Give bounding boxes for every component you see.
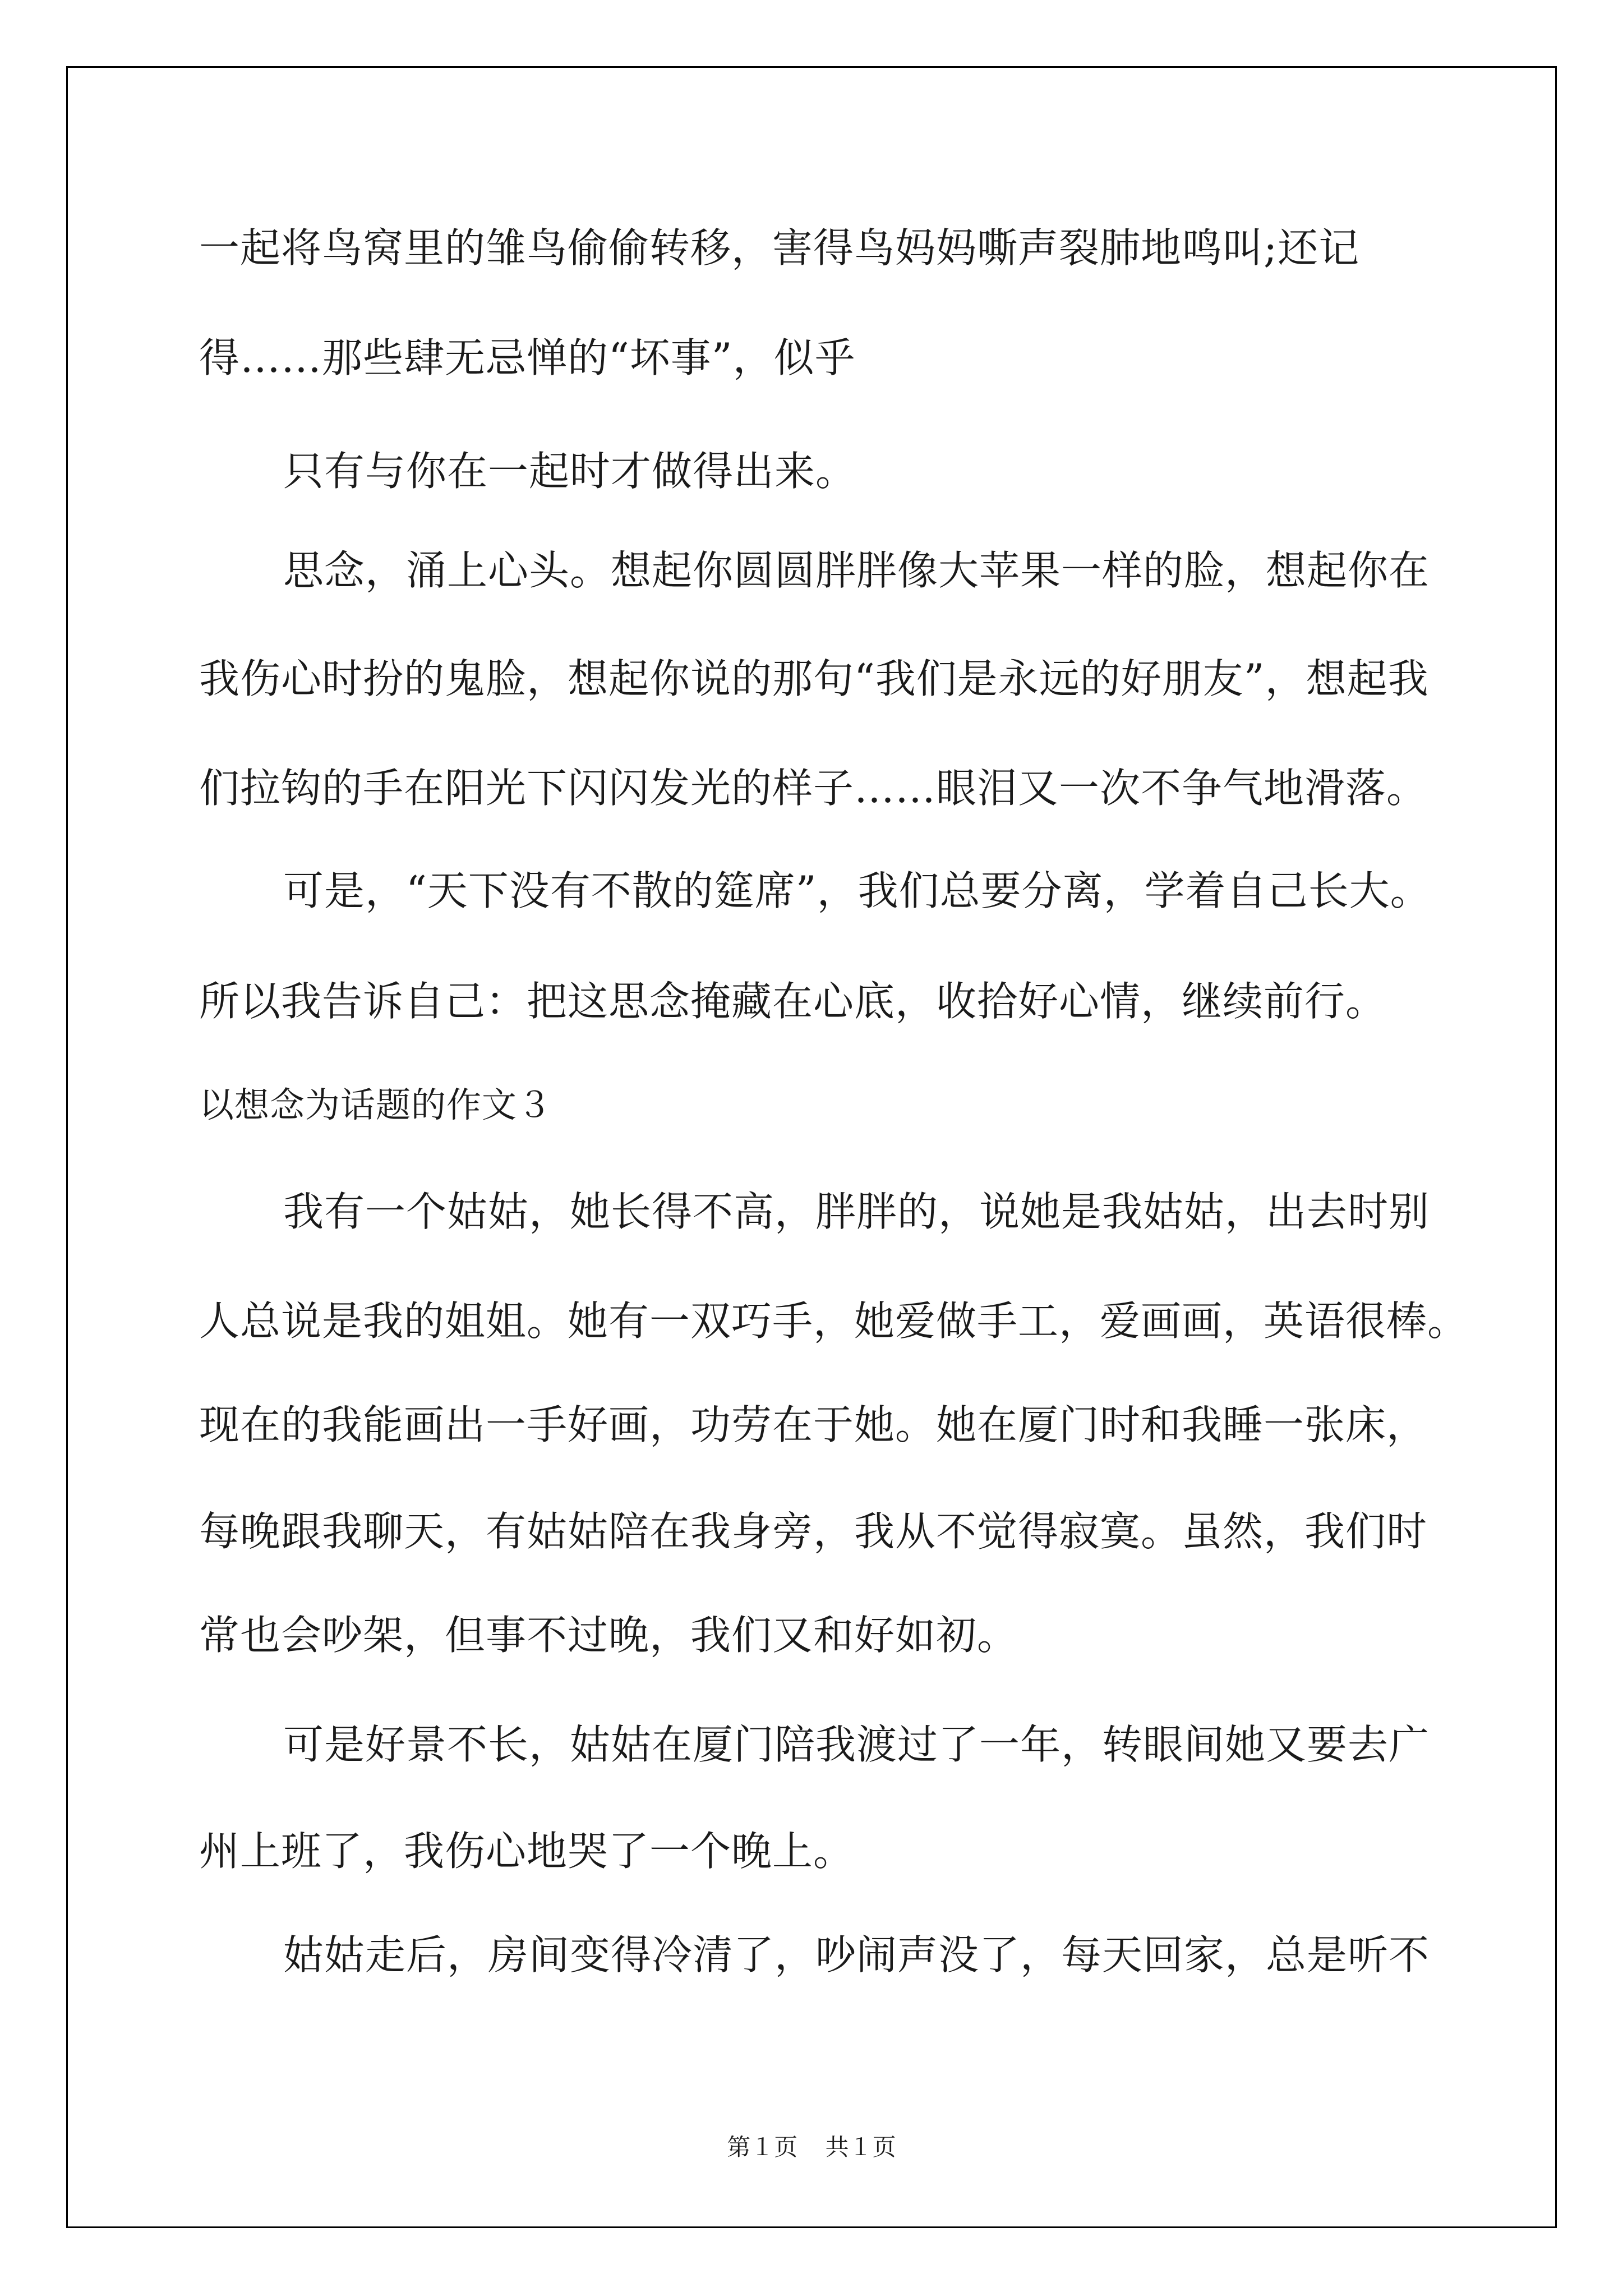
text-line: 所以我告诉自己：把这思念掩藏在心底，收拾好心情，继续前行。 xyxy=(199,978,1387,1025)
text-line: 可是好景不长，姑姑在厦门陪我渡过了一年，转眼间她又要去广 xyxy=(283,1721,1430,1768)
text-line: 每晚跟我聊天，有姑姑陪在我身旁，我从不觉得寂寞。虽然，我们时 xyxy=(199,1508,1428,1555)
text-line: 常也会吵架，但事不过晚，我们又和好如初。 xyxy=(199,1612,1018,1659)
text-line: 们拉钩的手在阳光下闪闪发光的样子……眼泪又一次不争气地滑落。 xyxy=(199,765,1428,812)
text-line: 得……那些肆无忌惮的“坏事”，似乎 xyxy=(199,334,856,381)
text-line: 我伤心时扮的鬼脸，想起你说的那句“我们是永远的好朋友”，想起我 xyxy=(199,655,1429,702)
page-number-current: 第１页 xyxy=(727,2133,798,2161)
text-line: 现在的我能画出一手好画，功劳在于她。她在厦门时和我睡一张床， xyxy=(199,1401,1428,1448)
page-border xyxy=(66,66,1557,2228)
text-line: 可是，“天下没有不散的筵席”，我们总要分离，学着自己长大。 xyxy=(283,867,1431,914)
text-line: 我有一个姑姑，她长得不高，胖胖的，说她是我姑姑，出去时别 xyxy=(283,1188,1430,1235)
section-heading: 以想念为话题的作文３ xyxy=(199,1084,553,1125)
text-line: 州上班了，我伤心地哭了一个晚上。 xyxy=(199,1828,855,1875)
text-line: 人总说是我的姐姐。她有一双巧手，她爱做手工，爱画画，英语很棒。 xyxy=(199,1297,1469,1345)
text-line: 只有与你在一起时才做得出来。 xyxy=(283,448,857,495)
text-line: 思念，涌上心头。想起你圆圆胖胖像大苹果一样的脸，想起你在 xyxy=(283,547,1430,594)
text-line: 姑姑走后，房间变得冷清了，吵闹声没了，每天回家，总是听不 xyxy=(283,1931,1430,1978)
text-line: 一起将鸟窝里的雏鸟偷偷转移，害得鸟妈妈嘶声裂肺地鸣叫;还记 xyxy=(199,224,1360,272)
page-number-total: 共１页 xyxy=(825,2133,896,2161)
page-footer xyxy=(0,2129,1623,2162)
